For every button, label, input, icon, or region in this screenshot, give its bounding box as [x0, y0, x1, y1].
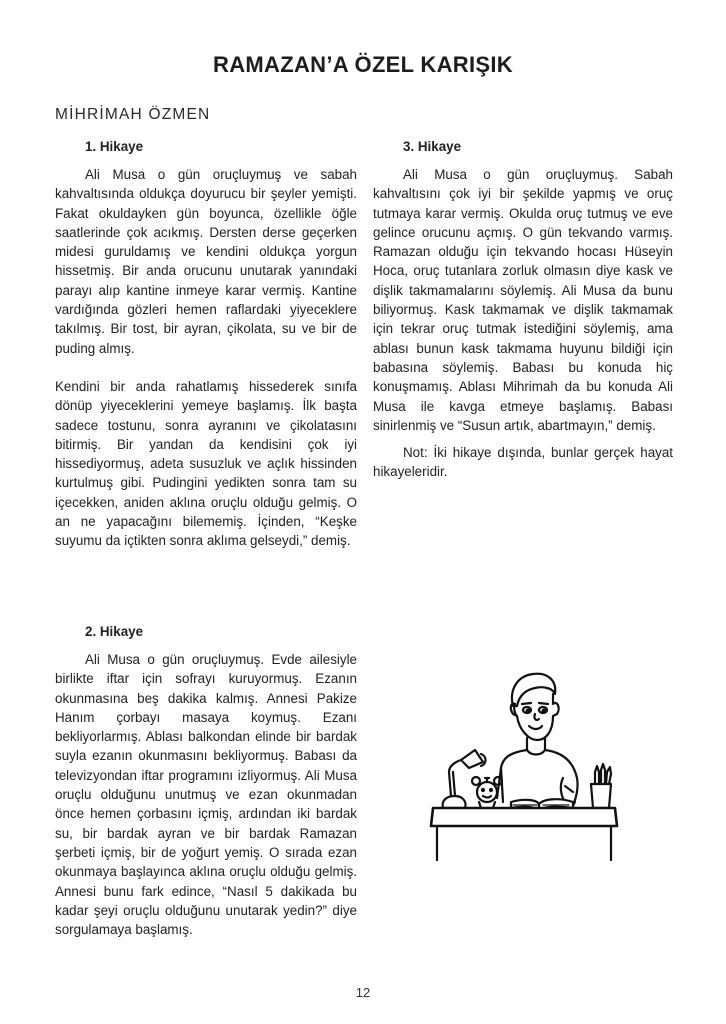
- story-heading: 2. Hikaye: [85, 624, 144, 639]
- alarm-clock: [472, 777, 502, 808]
- story-note: Not: İki hikaye dışında, bunlar gerçek hayat hikayeleridir.: [373, 445, 673, 480]
- story-heading: 1. Hikaye: [85, 139, 144, 154]
- paragraph-gap: [55, 358, 357, 377]
- story-paragraph: Kendini bir anda rahatlamış hissederek sınıfa dönüp yiyeceklerini yemeye başlamış. İlk başta sadece tostunu, sonra ayranını ve çikolatasını bitirmiş. Bir yandan da kendisini çok iyi hissediyormuş, adeta susuzluk ve açlık hissinden kurtulmuş gibi. Pudingini yedikten sonra tam su içecekken, aniden aklına oruçlu olduğu gelmiş. O an ne yapacağını bilememiş. İçinden, “Keşke suyumu da içtikten sonra aklıma gelseydi,” demiş.: [55, 378, 357, 549]
- story-paragraph: Ali Musa o gün oruçluymuş. Sabah kahvaltısını çok iyi bir şekilde yapmış ve oruç tutmaya karar vermiş. Okulda oruç tutmuş ve eve gelince orucunu açmış. O gün tekvando varmış. Ramazan olduğu için tekvando hocası Hüseyin Hoca, oruç tutanlara zorluk olmasın diye kask ve dişlik takmamalarını söylemiş. Ali Musa da bunu biliyormuş. Kask takmamak ve dişlik takmamak için tekrar oruç tutmak istediğini söylemiş, ama ablası bunun kask takmama huyunu bildiği için babasına söylemiş. Babası bu konuda hiç konuşmamış. Ablası Mihrimah da bu konuda Ali Musa ile kavga etmeye başlamış. Babası sinirlenmiş ve “Susun artık, abartmayın,” demiş.: [373, 167, 673, 433]
- story-paragraph: Ali Musa o gün oruçluymuş ve sabah kahvaltısında oldukça doyurucu bir şeyler yemişti. Fakat okuldayken gün boyunca, özellikle öğle saatlerinde çok acıkmış. Dersten derse geçerken midesi guruldamış ve kendini oldukça yorgun hissetmiş. Bir anda orucunu unutarak yanındaki parayı alıp kantine inmeye karar vermiş. Kantine vardığında gözleri hemen raflardaki yiyeceklere takılmış. Bir tost, bir ayran, çikolata, su ve bir de puding almış.: [55, 167, 357, 356]
- boy-figure: [497, 674, 578, 811]
- illustration-boy-at-desk: [425, 668, 635, 863]
- story-heading: 3. Hikaye: [403, 139, 462, 154]
- author-name: MİHRİMAH ÖZMEN: [55, 106, 211, 123]
- desk: [431, 808, 617, 860]
- story-paragraph: Ali Musa o gün oruçluymuş. Evde ailesiyle birlikte iftar için sofrayı kuruyormuş. Ezanın okunmasına beş dakika kalmış. Annesi Pakize Hanım çorbayı masaya koymuş. Ezanı bekliyorlarmış. Ablası balkondan elinde bir bardak suyla ezanın okunmasını bekliyormuş. Babası da televizyondan iftar programını izliyormuş. Ali Musa oruçlu olduğunu unutmuş ve ezan okunmadan önce hemen çorbasını içmiş, ardından iki bardak su, bir bardak ayran ve bir bardak Ramazan şerbeti içmiş, bir de yoğurt yemiş. O sırada ezan okunmaya başlayınca aklına oruçlu olduğu gelmiş. Annesi bunu fark edince, “Nasıl 5 dakikada bu kadar şeyi oruçlu olduğunu unutarak yedin?” diye sorgulamaya başlamış.: [55, 652, 357, 938]
- page-title: RAMAZAN’A ÖZEL KARIŞIK: [213, 52, 513, 77]
- story-3: [373, 137, 673, 482]
- story-1: [55, 137, 357, 551]
- pencil-cup: [591, 764, 611, 808]
- story-2: [55, 622, 357, 939]
- page-number: 12: [355, 985, 371, 1000]
